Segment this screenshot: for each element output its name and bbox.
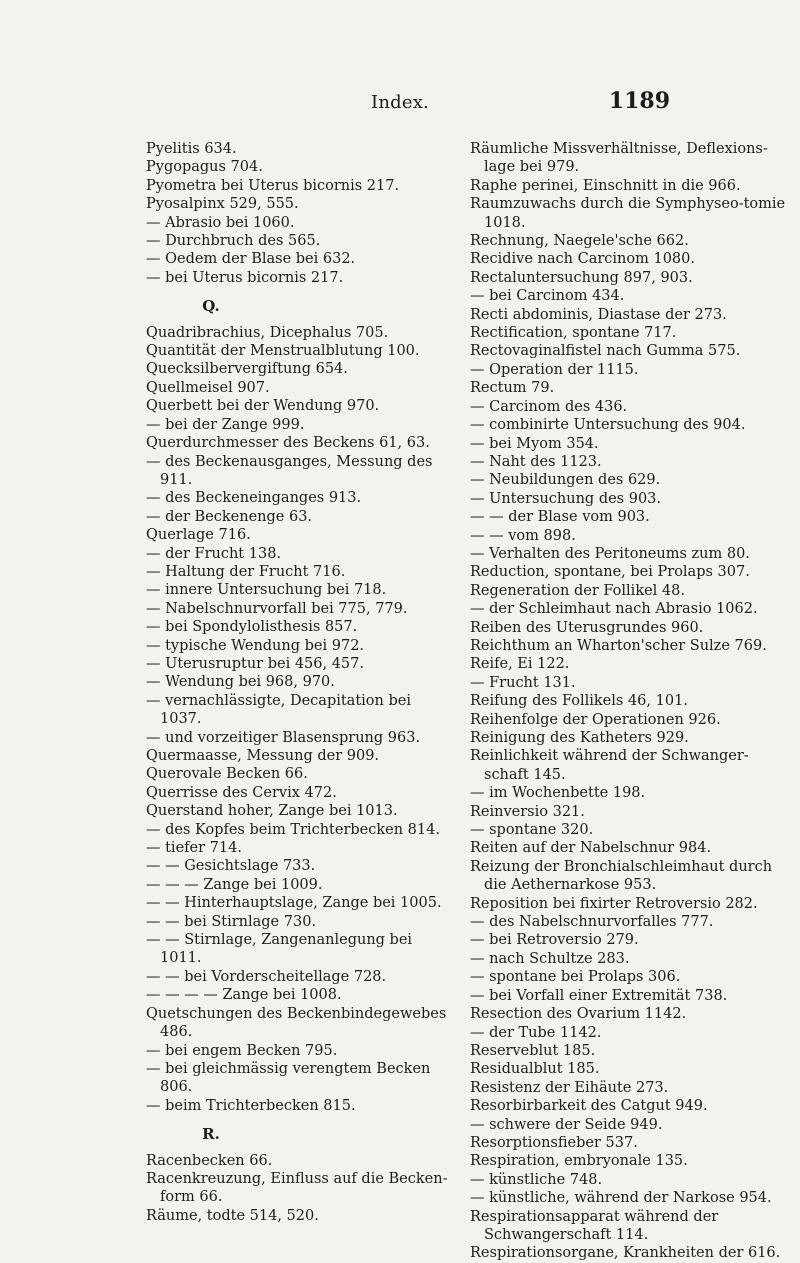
index-entry: Pygopagus 704. [146, 159, 263, 176]
index-entry: — bei Uterus bicornis 217. [146, 269, 344, 286]
index-entry: — Operation der 1115. [470, 361, 639, 378]
index-entry: — Nabelschnurvorfall bei 775, 779. [146, 600, 408, 617]
index-entry: Querdurchmesser des Beckens 61, 63. [146, 435, 430, 452]
index-entry: Räume, todte 514, 520. [146, 1207, 319, 1224]
page-header [0, 84, 800, 120]
index-entry: Recidive nach Carcinom 1080. [470, 251, 695, 268]
index-entry: — bei Myom 354. [470, 435, 599, 452]
index-entry: Querovale Becken 66. [146, 766, 308, 783]
index-entry: — Carcinom des 436. [470, 398, 628, 415]
index-entry: Resistenz der Eihäute 273. [470, 1079, 669, 1096]
index-entry: — Wendung bei 968, 970. [146, 674, 335, 691]
index-entry: — Oedem der Blase bei 632. [146, 251, 356, 268]
section-heading: Q. [202, 297, 220, 316]
index-entry: Raumzuwachs durch die Symphyseo-tomie 1018. [470, 196, 786, 231]
index-entry: Reduction, spontane, bei Prolaps 307. [470, 564, 750, 581]
index-column-left [146, 140, 456, 1225]
index-entry: — Untersuchung des 903. [470, 490, 662, 507]
index-entry: — des Beckeneinganges 913. [146, 490, 362, 507]
index-entry: — vernachlässigte, Decapitation bei 1037. [146, 692, 411, 728]
index-entry: Racenbecken 66. [146, 1152, 273, 1169]
index-entry: — Naht des 1123. [470, 453, 602, 470]
index-entry: — künstliche, während der Narkose 954. [470, 1190, 772, 1207]
index-entry: Reihenfolge der Operationen 926. [470, 711, 721, 728]
index-entry: — der Tube 1142. [470, 1024, 602, 1041]
index-entry: — und vorzeitiger Blasensprung 963. [146, 729, 421, 746]
index-entry: Recti abdominis, Diastase der 273. [470, 306, 727, 323]
index-entry: Resorptionsfieber 537. [470, 1134, 638, 1151]
index-entry: Pyosalpinx 529, 555. [146, 196, 299, 213]
index-entry: Querrisse des Cervix 472. [146, 784, 337, 801]
index-entry: — bei engem Becken 795. [146, 1042, 338, 1059]
index-entry: Respirationsapparat während der Schwangerschaft 114. [470, 1208, 719, 1243]
index-entry: Rectaluntersuchung 897, 903. [470, 269, 693, 286]
index-entry: Quadribrachius, Dicephalus 705. [146, 324, 389, 341]
index-entry: Reinigung des Katheters 929. [470, 730, 689, 746]
index-entry: Residualblut 185. [470, 1061, 600, 1078]
index-entry: — — Gesichtslage 733. [146, 858, 316, 875]
index-entry: Resorbirbarkeit des Catgut 949. [470, 1098, 708, 1115]
index-entry: — — der Blase vom 903. [470, 509, 650, 526]
index-entry: Querbett bei der Wendung 970. [146, 398, 380, 415]
index-entry: — bei Vorfall einer Extremität 738. [470, 987, 728, 1004]
index-entry: Reizung der Bronchialschleimhaut durch die Aethernarkose 953. [470, 858, 773, 894]
index-entry: Rectovaginalfistel nach Gumma 575. [470, 343, 741, 360]
index-entry: — Durchbruch des 565. [146, 233, 321, 250]
index-entry: — tiefer 714. [146, 840, 242, 857]
index-entry: — innere Untersuchung bei 718. [146, 582, 387, 599]
index-entry: — Neubildungen des 629. [470, 472, 661, 489]
index-entry: Racenkreuzung, Einfluss auf die Becken-form 66. [146, 1170, 448, 1206]
index-entry: Reifung des Follikels 46, 101. [470, 693, 688, 710]
index-entry: — beim Trichterbecken 815. [146, 1097, 356, 1114]
index-entry: — bei Carcinom 434. [470, 288, 625, 305]
index-entry: — bei der Zange 999. [146, 416, 305, 433]
index-entry: Reiben des Uterusgrundes 960. [470, 619, 704, 636]
index-entry: Respiration, embryonale 135. [470, 1153, 688, 1170]
page-number: 1189 [608, 88, 670, 114]
index-entry: Rectum 79. [470, 380, 555, 397]
index-entry: — — vom 898. [470, 527, 576, 544]
index-entry: — Haltung der Frucht 716. [146, 563, 346, 580]
index-entry: Pyometra bei Uterus bicornis 217. [146, 177, 400, 194]
index-entry: — — — Zange bei 1009. [146, 876, 323, 893]
index-entry: Resection des Ovarium 1142. [470, 1006, 687, 1023]
index-entry: — — — — Zange bei 1008. [146, 987, 342, 1004]
index-entry: Rectification, spontane 717. [470, 325, 677, 342]
index-entry: Reiten auf der Nabelschnur 984. [470, 840, 712, 857]
index-entry: — des Nabelschnurvorfalles 777. [470, 914, 714, 931]
index-entry: Reserveblut 185. [470, 1042, 596, 1059]
index-entry: Quellmeisel 907. [146, 379, 270, 396]
index-entry: Reinlichkeit während der Schwanger-schaft 145. [470, 748, 749, 783]
running-title: Index. [371, 92, 429, 113]
index-entry: Rechnung, Naegele'sche 662. [470, 233, 689, 250]
index-entry: Quecksilbervergiftung 654. [146, 361, 348, 378]
index-entry: — des Kopfes beim Trichterbecken 814. [146, 821, 440, 838]
index-entry: — der Schleimhaut nach Abrasio 1062. [470, 601, 758, 618]
index-entry: — nach Schultze 283. [470, 950, 630, 967]
index-entry: — im Wochenbette 198. [470, 785, 646, 802]
index-entry: — — Stirnlage, Zangenanlegung bei 1011. [146, 932, 413, 967]
index-entry: Pyelitis 634. [146, 141, 237, 157]
index-entry: Raphe perinei, Einschnitt in die 966. [470, 177, 741, 194]
index-entry: — combinirte Untersuchung des 904. [470, 417, 746, 434]
index-entry: — — Hinterhauptslage, Zange bei 1005. [146, 895, 442, 912]
index-entry: — künstliche 748. [470, 1171, 603, 1188]
index-entry: — Frucht 131. [470, 674, 576, 691]
index-entry: Reposition bei fixirter Retroversio 282. [470, 895, 758, 912]
index-entry: — — bei Vorderscheitellage 728. [146, 968, 387, 985]
index-entry: Quantität der Menstrualblutung 100. [146, 343, 420, 360]
index-entry: Quetschungen des Beckenbindegewebes 486. [146, 1005, 447, 1041]
index-entry: — bei Retroversio 279. [470, 932, 639, 949]
index-entry: — der Beckenenge 63. [146, 508, 313, 525]
index-entry: — Abrasio bei 1060. [146, 214, 295, 231]
index-entry: — des Beckenausganges, Messung des 911. [146, 453, 433, 488]
index-entry: Reife, Ei 122. [470, 656, 570, 673]
index-entry: — Uterusruptur bei 456, 457. [146, 655, 364, 672]
index-entry: — — bei Stirnlage 730. [146, 913, 317, 930]
index-entry: Räumliche Missverhältnisse, Deflexions-lage bei 979. [470, 141, 768, 176]
section-heading: R. [202, 1125, 220, 1144]
index-entry: — bei gleichmässig verengtem Becken 806. [146, 1060, 431, 1096]
index-entry: — spontane bei Prolaps 306. [470, 969, 681, 986]
index-entry: — bei Spondylolisthesis 857. [146, 619, 358, 636]
index-entry: — schwere der Seide 949. [470, 1116, 663, 1133]
index-entry: Quermaasse, Messung der 909. [146, 748, 380, 764]
index-entry: — typische Wendung bei 972. [146, 637, 365, 654]
index-entry: Reinversio 321. [470, 803, 585, 820]
index-entry: — der Frucht 138. [146, 545, 282, 562]
index-entry: — Verhalten des Peritoneums zum 80. [470, 545, 750, 562]
index-entry: — spontane 320. [470, 822, 594, 839]
index-column-right [470, 140, 790, 1263]
index-entry: Querstand hoher, Zange bei 1013. [146, 803, 398, 820]
index-entry: Reichthum an Wharton'scher Sulze 769. [470, 637, 767, 654]
index-entry: Regeneration der Follikel 48. [470, 582, 685, 599]
index-entry: Respirationsorgane, Krankheiten der 616. [470, 1245, 781, 1262]
index-entry: Querlage 716. [146, 527, 251, 544]
